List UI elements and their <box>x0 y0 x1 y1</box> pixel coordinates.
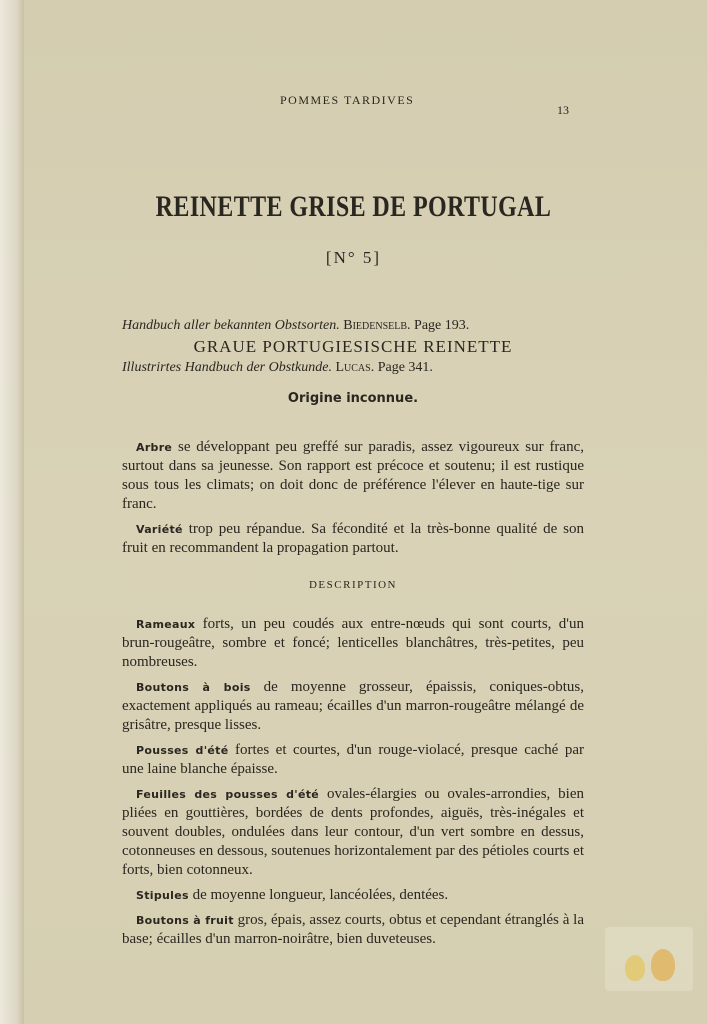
references <box>122 316 584 408</box>
variety-number: [N° 5] <box>325 248 382 267</box>
reference-1: Handbuch aller bekannten Obstsorten. Biedenselb. Page 193. <box>122 318 470 333</box>
paragraph: Boutons à fruit gros, épais, assez courts, obtus et cependant étranglés à la base; écailles d'un marron-noirâtre, bien duveteuses. <box>122 912 584 947</box>
watermark-pears-icon <box>605 927 693 991</box>
paragraph: Feuilles des pousses d'été ovales-élargies ou ovales-arrondies, bien pliées en gouttières, bordées de dents profondes, aiguës, très-inégales et souvent doubles, ondulées dans leur contour, d'un vert sombre en dessus, cotonneuses en dessous, soutenues horizontalement par des pétioles courts et forts, bien cotonneux. <box>122 786 585 878</box>
page-title: REINETTE GRISE DE PORTUGAL <box>155 190 552 223</box>
synonym: GRAUE PORTUGIESISCHE REINETTE <box>193 337 513 356</box>
intro-paragraphs <box>122 438 584 955</box>
paragraph: Rameaux forts, un peu coudés aux entre-nœuds qui sont courts, d'un brun-rougeâtre, sombre et foncé; lenticelles blanchâtres, très-petites, peu nombreuses. <box>122 616 584 670</box>
running-title: POMMES TARDIVES <box>280 93 415 107</box>
page-number: 13 <box>557 103 569 117</box>
page-edge <box>0 0 24 1024</box>
paragraph: Arbre se développant peu greffé sur paradis, assez vigoureux sur franc, surtout dans sa jeunesse. Son rapport est précoce et soutenu; il est rustique sous tous les climats; on doit donc de préférence l'élever en haute-tige sur franc. <box>122 439 584 512</box>
paragraph: Pousses d'été fortes et courtes, d'un rouge-violacé, presque caché par une laine blanche épaisse. <box>122 742 585 777</box>
description-heading: DESCRIPTION <box>308 579 397 591</box>
reference-2: Illustrirtes Handbuch der Obstkunde. Lucas. Page 341. <box>122 360 433 375</box>
origin: Origine inconnue. <box>287 391 419 406</box>
paragraph: Boutons à bois de moyenne grosseur, épaissis, coniques-obtus, exactement appliqués au rameau; écailles d'un marron-rougeâtre mélangé de grisâtre, presque lisses. <box>122 679 584 733</box>
paragraph: Stipules de moyenne longueur, lancéolées, dentées. <box>136 887 449 903</box>
paragraph: Variété trop peu répandue. Sa fécondité et la très-bonne qualité de son fruit en recommandent la propagation partout. <box>122 521 584 556</box>
